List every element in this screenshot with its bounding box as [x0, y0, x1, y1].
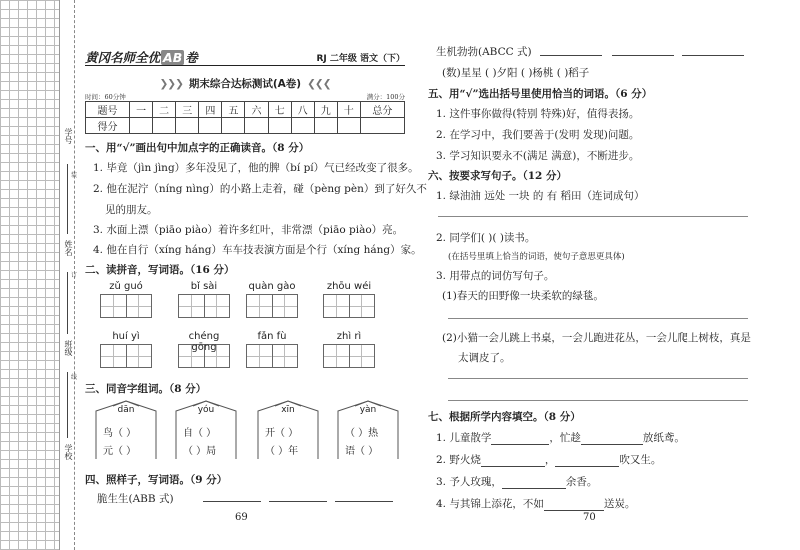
- pinyin-box[interactable]: [100, 281, 152, 318]
- score-blank[interactable]: [360, 118, 404, 134]
- answer-blank[interactable]: [203, 488, 261, 502]
- score-cell: 三: [176, 102, 199, 118]
- s4-example-abb: 脆生生(ABB 式): [97, 493, 174, 505]
- answer-blank[interactable]: [544, 499, 604, 511]
- score-blank[interactable]: [314, 118, 337, 134]
- s7-text: ，: [544, 454, 556, 466]
- writing-cells[interactable]: [100, 344, 152, 368]
- answer-blank[interactable]: [682, 42, 744, 56]
- page-number-left: 69: [235, 512, 248, 523]
- homophone-word-1[interactable]: 鸟（ ）: [103, 428, 137, 439]
- writing-cells[interactable]: [246, 344, 298, 368]
- label-name: 姓名: [64, 240, 73, 256]
- s7-line-1: [436, 430, 685, 445]
- score-blank[interactable]: [153, 118, 176, 134]
- pinyin-label: zhōu wéi: [326, 281, 372, 292]
- pinyin-label: zhì rì: [336, 331, 362, 342]
- score-cell: 八: [291, 102, 314, 118]
- page-header: [85, 48, 405, 66]
- pinyin-box[interactable]: [323, 331, 375, 368]
- brand-ab: AB: [163, 50, 183, 65]
- writing-cells[interactable]: [100, 294, 152, 318]
- homophone-pinyin: yóu: [197, 405, 215, 415]
- score-label: 得分: [86, 118, 130, 134]
- answer-blank[interactable]: [335, 488, 393, 502]
- score-blank[interactable]: [291, 118, 314, 134]
- score-blank[interactable]: [337, 118, 360, 134]
- homophone-word-2[interactable]: 元（ ）: [103, 446, 137, 457]
- homophone-group: [257, 400, 319, 460]
- homophone-word-2[interactable]: （ ）局: [183, 446, 217, 457]
- exam-title-row: [85, 76, 405, 91]
- s6-line-1: 1. 绿油油 远处 一块 的 有 稻田（连词成句）: [436, 190, 645, 202]
- score-blank[interactable]: [130, 118, 153, 134]
- s7-text: 吹又生。: [619, 454, 662, 466]
- class-line: [67, 372, 68, 438]
- answer-blank[interactable]: [581, 433, 643, 445]
- s1-line-4: 4. 他在自行（xíng háng）车车技表演方面是个行（xíng háng）家。: [93, 244, 422, 256]
- s1-line-3: 3. 水面上漂（piāo piào）着许多红叶，非常漂（piāo piào）亮。: [93, 224, 404, 236]
- s1-line-1: 1. 毕竟（jìn jìng）多年没见了，他的脾（bí pí）气已经改变了很多。: [93, 162, 419, 174]
- answer-line[interactable]: [448, 378, 748, 379]
- answer-blank[interactable]: [555, 455, 619, 467]
- answer-blank[interactable]: [612, 42, 674, 56]
- score-table-header-row: [86, 102, 405, 118]
- page-number-right: 70: [583, 512, 596, 523]
- writing-cells[interactable]: [323, 344, 375, 368]
- label-class: 班级: [64, 340, 73, 356]
- exam-title: 期末综合达标测试(A卷): [188, 78, 302, 90]
- s6-line-2: 2. 同学们( )( )读书。: [436, 232, 536, 244]
- exam-time: 时间：60分钟: [85, 93, 126, 101]
- homophone-group: [95, 400, 157, 460]
- pinyin-box[interactable]: [178, 331, 230, 368]
- s6-line-3c: 太调皮了。: [458, 352, 511, 364]
- pinyin-label: zǔ guó: [109, 281, 143, 292]
- label-student-id: 学号: [64, 128, 73, 144]
- section-6-title: 六、按要求写句子。（12 分）: [428, 170, 568, 182]
- pinyin-label: huí yì: [112, 331, 140, 342]
- score-blank[interactable]: [222, 118, 245, 134]
- answer-blank[interactable]: [540, 42, 602, 56]
- right-page: [428, 0, 768, 550]
- answer-blank[interactable]: [269, 488, 327, 502]
- homophone-word-1[interactable]: 开（ ）: [265, 428, 299, 439]
- homophone-pinyin: yàn: [359, 405, 377, 415]
- brand-suffix: 卷: [185, 50, 198, 65]
- homophone-pinyin: dān: [117, 405, 135, 415]
- exam-full-score: 满分：100分: [366, 93, 405, 101]
- answer-line[interactable]: [448, 318, 748, 319]
- s7-text: 余香。: [565, 476, 598, 488]
- score-blank[interactable]: [245, 118, 268, 134]
- section-7-title: 七、根据所学内容填空。（8 分）: [428, 411, 581, 423]
- pinyin-box[interactable]: [323, 281, 375, 318]
- homophone-pinyin: xīn: [281, 405, 295, 415]
- s1-line-2: 2. 他在泥泞（níng nìng）的小路上走着，碰（pèng pèn）到了好久不: [93, 183, 427, 195]
- name-line: [67, 272, 68, 334]
- s7-line-3: [436, 474, 597, 489]
- s7-text: 送炭。: [603, 498, 636, 510]
- answer-line[interactable]: [438, 216, 748, 217]
- homophone-word-1[interactable]: 自（ ）: [183, 428, 217, 439]
- series-label: RJ 二年级 语文（下）: [316, 54, 405, 64]
- student-id-line: [67, 164, 68, 234]
- pinyin-label: fǎn fù: [257, 331, 287, 342]
- pinyin-label: quàn gào: [248, 281, 296, 292]
- score-cell: 五: [222, 102, 245, 118]
- section-4-title: 四、照样子，写词语。（9 分）: [85, 474, 228, 486]
- s5-line-3: 3. 学习知识要永不(满足 满意)，不断进步。: [436, 150, 640, 162]
- score-cell: 总分: [360, 102, 404, 118]
- right-arrows-icon: ❮❮❮: [307, 78, 331, 90]
- pinyin-label: chéng: [188, 331, 220, 342]
- pinyin-box[interactable]: [246, 281, 298, 318]
- binding-margin-grid: [0, 0, 60, 550]
- score-blank[interactable]: [268, 118, 291, 134]
- label-school: 学校: [64, 444, 73, 460]
- score-blank[interactable]: [176, 118, 199, 134]
- bind-mark-zhuang: 装: [71, 172, 78, 179]
- score-cell: 题号: [86, 102, 130, 118]
- s5-line-1: 1. 这件事你做得(特别 特殊)好，值得表扬。: [436, 108, 640, 120]
- writing-cells[interactable]: [323, 294, 375, 318]
- left-page: [85, 0, 427, 550]
- left-arrows-icon: ❯❯❯: [159, 78, 183, 90]
- score-table-score-row: [86, 118, 405, 134]
- section-3-title: 三、同音字组词。（8 分）: [85, 383, 207, 395]
- s6-line-3a: (1)春天的田野像一块柔软的绿毯。: [442, 290, 604, 302]
- score-cell: 十: [337, 102, 360, 118]
- s4-example-abcc: 生机勃勃(ABCC 式): [436, 46, 532, 58]
- s7-line-2: [436, 452, 661, 467]
- homophone-word-2[interactable]: 语（ ）: [345, 446, 379, 457]
- brand-text: 黄冈名师全优: [85, 50, 161, 65]
- score-cell: 六: [245, 102, 268, 118]
- score-cell: 一: [130, 102, 153, 118]
- answer-line[interactable]: [448, 400, 748, 401]
- s7-text: 3. 予人玫瑰，: [436, 476, 502, 488]
- s7-text: 放纸鸢。: [642, 432, 685, 444]
- homophone-group: [175, 400, 237, 460]
- pinyin-label: bǐ sài: [190, 281, 218, 292]
- homophone-group: [337, 400, 399, 460]
- answer-blank[interactable]: [491, 433, 549, 445]
- s7-text: ，忙趁: [549, 432, 581, 444]
- answer-blank[interactable]: [502, 477, 566, 489]
- pinyin-box[interactable]: [246, 331, 298, 368]
- s7-text: 2. 野火烧: [436, 454, 481, 466]
- score-cell: 九: [314, 102, 337, 118]
- section-5-title: 五、用“√”选出括号里使用恰当的词语。（6 分）: [428, 88, 653, 100]
- homophone-word-2[interactable]: （ ）年: [265, 446, 299, 457]
- homophone-word-1[interactable]: （ ）热: [345, 428, 379, 439]
- s4-example-quantifier: (数)星星 ( )夕阳 ( )杨桃 ( )稻子: [442, 67, 590, 79]
- s7-text: 4. 与其锦上添花，不如: [436, 498, 544, 510]
- score-cell: 四: [199, 102, 222, 118]
- bind-mark-xian: 线: [71, 374, 78, 381]
- s6-line-2-note: (在括号里填上恰当的词语，使句子意思更具体): [448, 252, 625, 262]
- section-1-title: 一、用“√”画出句中加点字的正确读音。（8 分）: [85, 142, 310, 154]
- score-cell: 七: [268, 102, 291, 118]
- score-cell: 二: [153, 102, 176, 118]
- s1-line-2b: 见的朋友。: [105, 204, 158, 216]
- s6-line-3: 3. 用带点的词仿写句子。: [436, 270, 555, 282]
- writing-cells[interactable]: [178, 344, 230, 368]
- s7-text: 1. 儿童散学: [436, 432, 492, 444]
- writing-cells[interactable]: [178, 294, 230, 318]
- brand-logo: [85, 48, 198, 66]
- s5-line-2: 2. 在学习中，我们要善于(发明 发现)问题。: [436, 129, 640, 141]
- s7-line-4: [436, 496, 635, 511]
- writing-cells[interactable]: [246, 294, 298, 318]
- bind-mark-ding: 订: [71, 272, 78, 279]
- s6-line-3b: (2)小猫一会儿跳上书桌，一会儿跑进花丛，一会儿爬上树枝，真是: [442, 332, 751, 344]
- section-2-title: 二、读拼音，写词语。（16 分）: [85, 264, 235, 276]
- pinyin-box[interactable]: [100, 331, 152, 368]
- score-blank[interactable]: [199, 118, 222, 134]
- pinyin-box[interactable]: [178, 281, 230, 318]
- answer-blank[interactable]: [481, 455, 545, 467]
- score-table: [85, 101, 405, 134]
